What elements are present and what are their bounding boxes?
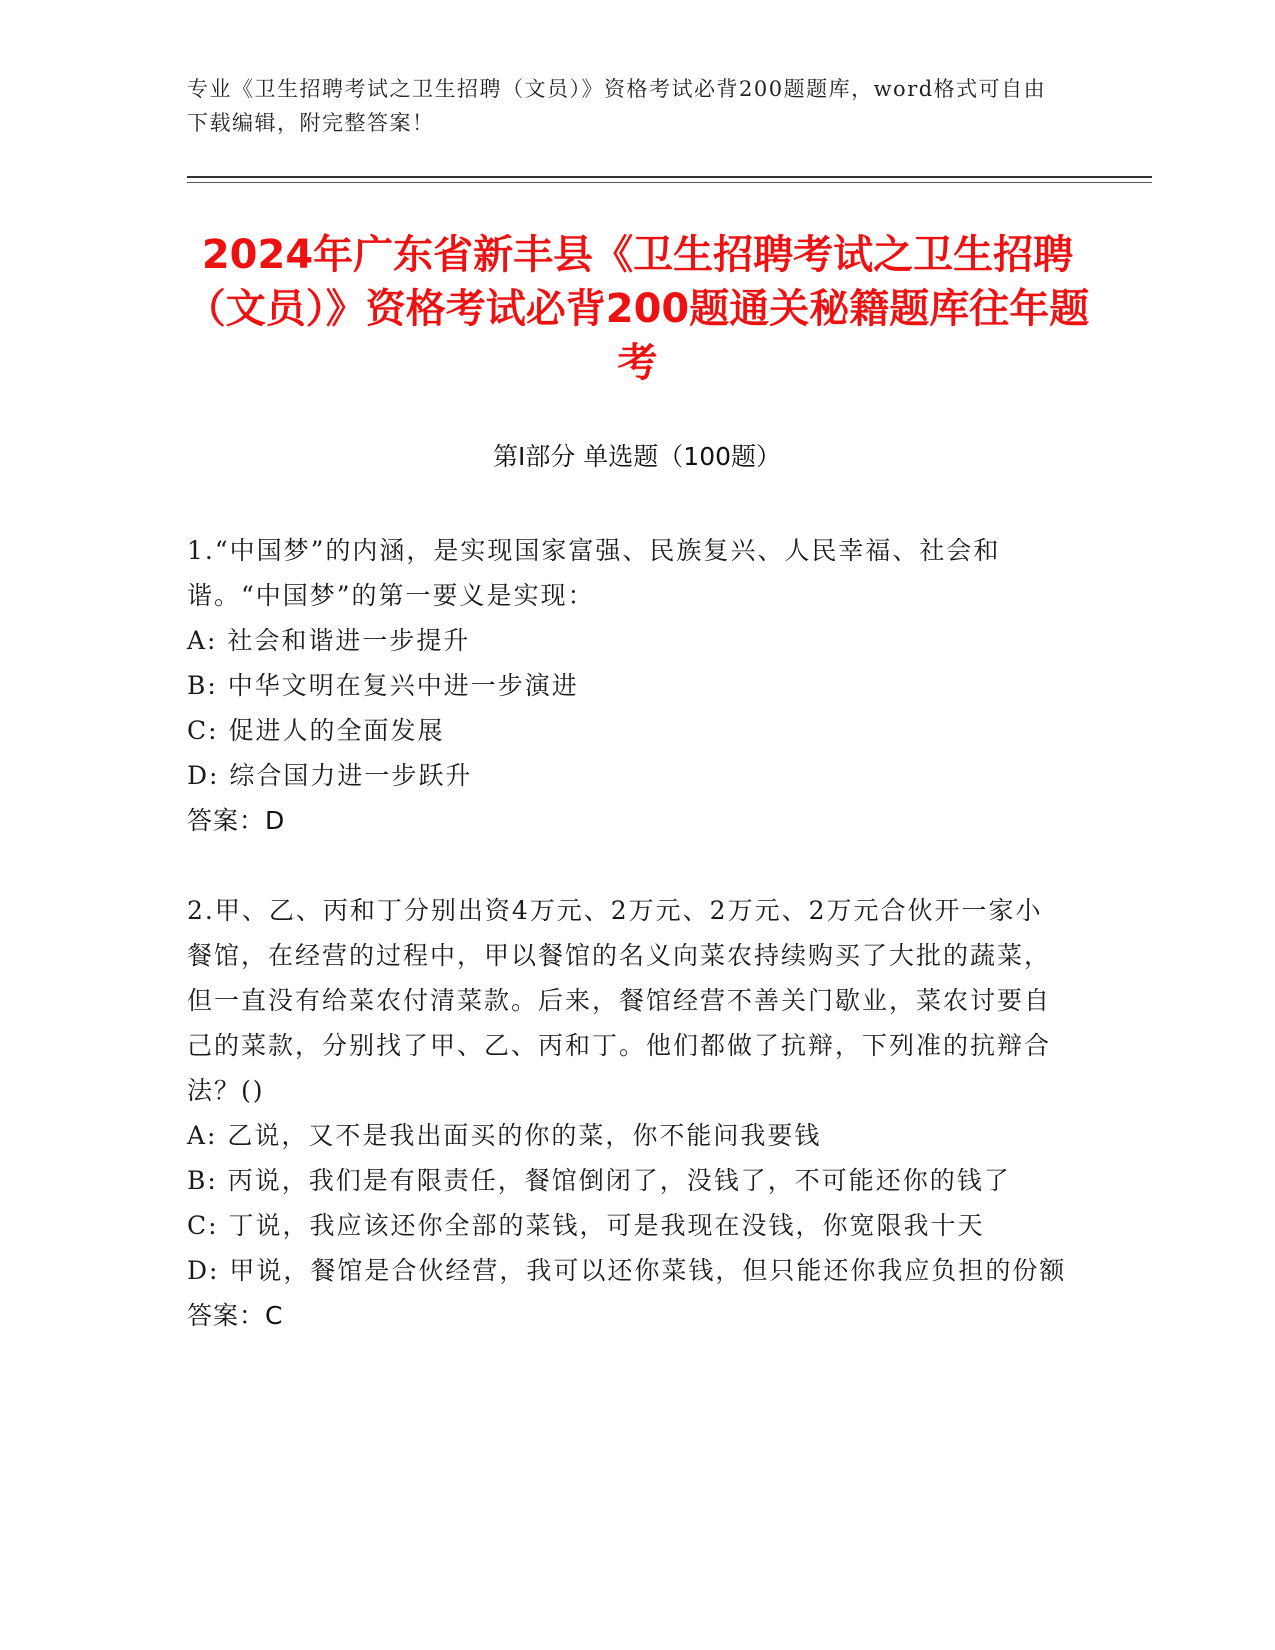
header-note: 专业《卫生招聘考试之卫生招聘（文员）》资格考试必背200题题库，word格式可自由下载编辑，附完整答案！ (187, 77, 1047, 135)
question-1 (187, 528, 1067, 843)
answer: 答案：D (187, 806, 286, 835)
option-d: D: 综合国力进一步跃升 (187, 761, 473, 790)
header-divider-thin (187, 182, 1152, 183)
header-divider-thick (187, 176, 1152, 178)
question-stem: 2.甲、乙、丙和丁分别出资4万元、2万元、2万元、2万元合伙开一家小餐馆，在经营的过程中，甲以餐馆的名义向菜农持续购买了大批的蔬菜，但一直没有给菜农付清菜款。后来，餐馆经营不善关门歇业，菜农讨要自己的菜款，分别找了甲、乙、丙和丁。他们都做了抗辩，下列准的抗辩合法？() (187, 896, 1052, 1105)
option-a: A: 社会和谐进一步提升 (187, 626, 471, 655)
question-2 (187, 888, 1067, 1338)
option-c: C: 促进人的全面发展 (187, 716, 445, 745)
answer: 答案：C (187, 1301, 284, 1330)
option-c: C: 丁说，我应该还你全部的菜钱，可是我现在没钱，你宽限我十天 (187, 1211, 985, 1240)
option-b: B: 丙说，我们是有限责任，餐馆倒闭了，没钱了，不可能还你的钱了 (187, 1166, 1011, 1195)
question-stem: 1.“中国梦”的内涵，是实现国家富强、民族复兴、人民幸福、社会和谐。“中国梦”的第一要义是实现： (187, 536, 1001, 610)
option-d: D: 甲说，餐馆是合伙经营，我可以还你菜钱，但只能还你我应负担的份额 (187, 1256, 1067, 1285)
document-title: 2024年广东省新丰县《卫生招聘考试之卫生招聘（文员）》资格考试必背200题通关秘籍题库往年题考 (185, 232, 1090, 386)
option-a: A: 乙说，又不是我出面买的你的菜，你不能问我要钱 (187, 1121, 822, 1150)
option-b: B: 中华文明在复兴中进一步演进 (187, 671, 579, 700)
section-title: 第I部分 单选题（100题） (492, 442, 782, 471)
